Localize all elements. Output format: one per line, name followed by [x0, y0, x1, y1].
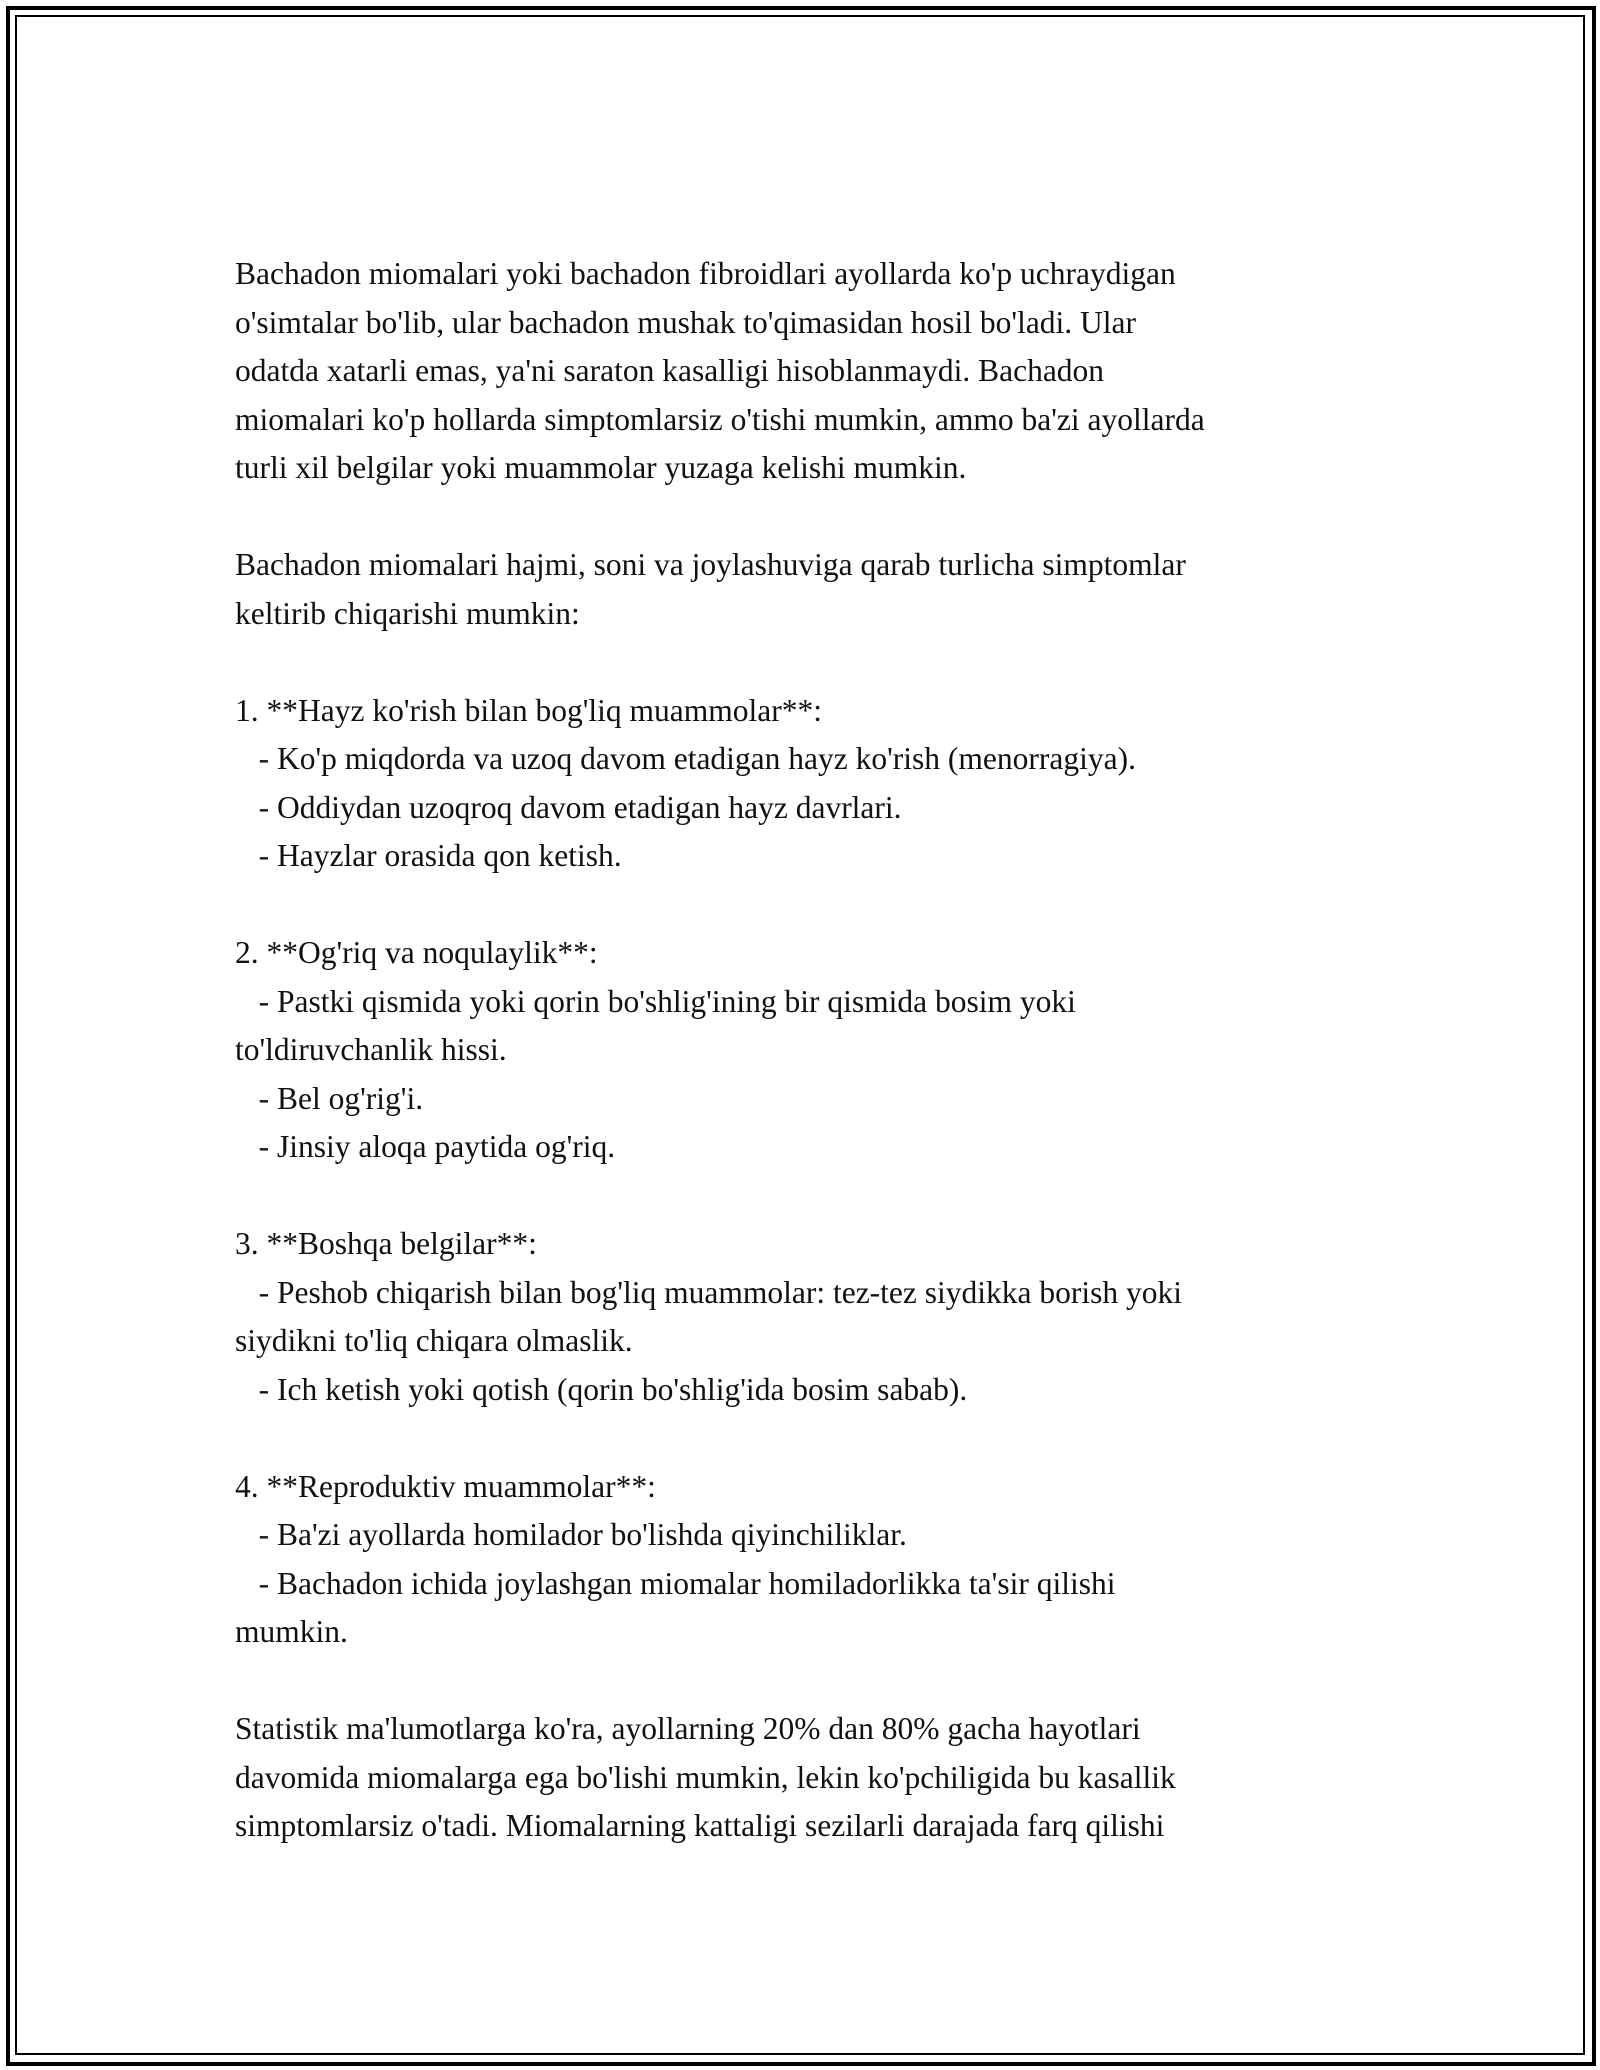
paragraph-spacer: [235, 1172, 1385, 1221]
section-pain-discomfort: [235, 929, 1385, 1172]
text-line: odatda xatarli emas, ya'ni saraton kasalligi hisoblanmaydi. Bachadon: [235, 353, 1105, 388]
paragraph-spacer: [235, 1414, 1385, 1463]
list-item: - Jinsiy aloqa paytida og'riq.: [235, 1129, 616, 1164]
list-item-continuation: siydikni to'liq chiqara olmaslik.: [235, 1323, 633, 1358]
section-heading: 4. **Reproduktiv muammolar**:: [235, 1468, 656, 1504]
symptoms-intro-paragraph: [235, 541, 1385, 638]
list-item: - Ich ketish yoki qotish (qorin bo'shlig'ida bosim sabab).: [235, 1371, 968, 1407]
section-reproductive-problems: [235, 1463, 1385, 1657]
paragraph-spacer: [235, 638, 1385, 687]
document-body: [235, 250, 1385, 1851]
list-item: - Peshob chiqarish bilan bog'liq muammolar: tez-tez siydikka borish yoki: [235, 1274, 1182, 1310]
text-line: davomida miomalarga ega bo'lishi mumkin, lekin ko'pchiligida bu kasallik: [235, 1759, 1176, 1795]
section-heading: 1. **Hayz ko'rish bilan bog'liq muammolar**:: [235, 692, 823, 728]
list-item: - Bachadon ichida joylashgan miomalar homiladorlikka ta'sir qilishi: [235, 1565, 1116, 1601]
list-item: - Hayzlar orasida qon ketish.: [235, 838, 622, 873]
list-item: - Bel og'rig'i.: [235, 1080, 424, 1116]
list-item: - Ba'zi ayollarda homilador bo'lishda qiyinchiliklar.: [235, 1517, 907, 1552]
list-item: - Pastki qismida yoki qorin bo'shlig'ining bir qismida bosim yoki: [235, 983, 1076, 1019]
text-line: o'simtalar bo'lib, ular bachadon mushak to'qimasidan hosil bo'ladi. Ular: [235, 304, 1137, 340]
text-line: Bachadon miomalari hajmi, soni va joylashuviga qarab turlicha simptomlar: [235, 547, 1186, 582]
paragraph-spacer: [235, 881, 1385, 930]
intro-paragraph: [235, 250, 1385, 493]
text-line: turli xil belgilar yoki muammolar yuzaga kelishi mumkin.: [235, 450, 967, 485]
list-item-continuation: mumkin.: [235, 1614, 348, 1649]
section-menstrual-problems: [235, 687, 1385, 881]
paragraph-spacer: [235, 493, 1385, 542]
text-line: simptomlarsiz o'tadi. Miomalarning kattaligi sezilarli darajada farq qilishi: [235, 1808, 1165, 1843]
paragraph-spacer: [235, 1657, 1385, 1706]
section-other-symptoms: [235, 1220, 1385, 1414]
list-item: - Ko'p miqdorda va uzoq davom etadigan hayz ko'rish (menorragiya).: [235, 741, 1136, 776]
text-line: Statistik ma'lumotlarga ko'ra, ayollarning 20% dan 80% gacha hayotlari: [235, 1711, 1141, 1746]
section-heading: 3. **Boshqa belgilar**:: [235, 1226, 537, 1261]
list-item: - Oddiydan uzoqroq davom etadigan hayz davrlari.: [235, 789, 902, 825]
text-line: miomalari ko'p hollarda simptomlarsiz o'tishi mumkin, ammo ba'zi ayollarda: [235, 401, 1205, 437]
section-heading: 2. **Og'riq va noqulaylik**:: [235, 935, 598, 970]
text-line: keltirib chiqarishi mumkin:: [235, 595, 580, 631]
text-line: Bachadon miomalari yoki bachadon fibroidlari ayollarda ko'p uchraydigan: [235, 256, 1176, 291]
statistics-paragraph: [235, 1705, 1385, 1851]
list-item-continuation: to'ldiruvchanlik hissi.: [235, 1032, 507, 1067]
